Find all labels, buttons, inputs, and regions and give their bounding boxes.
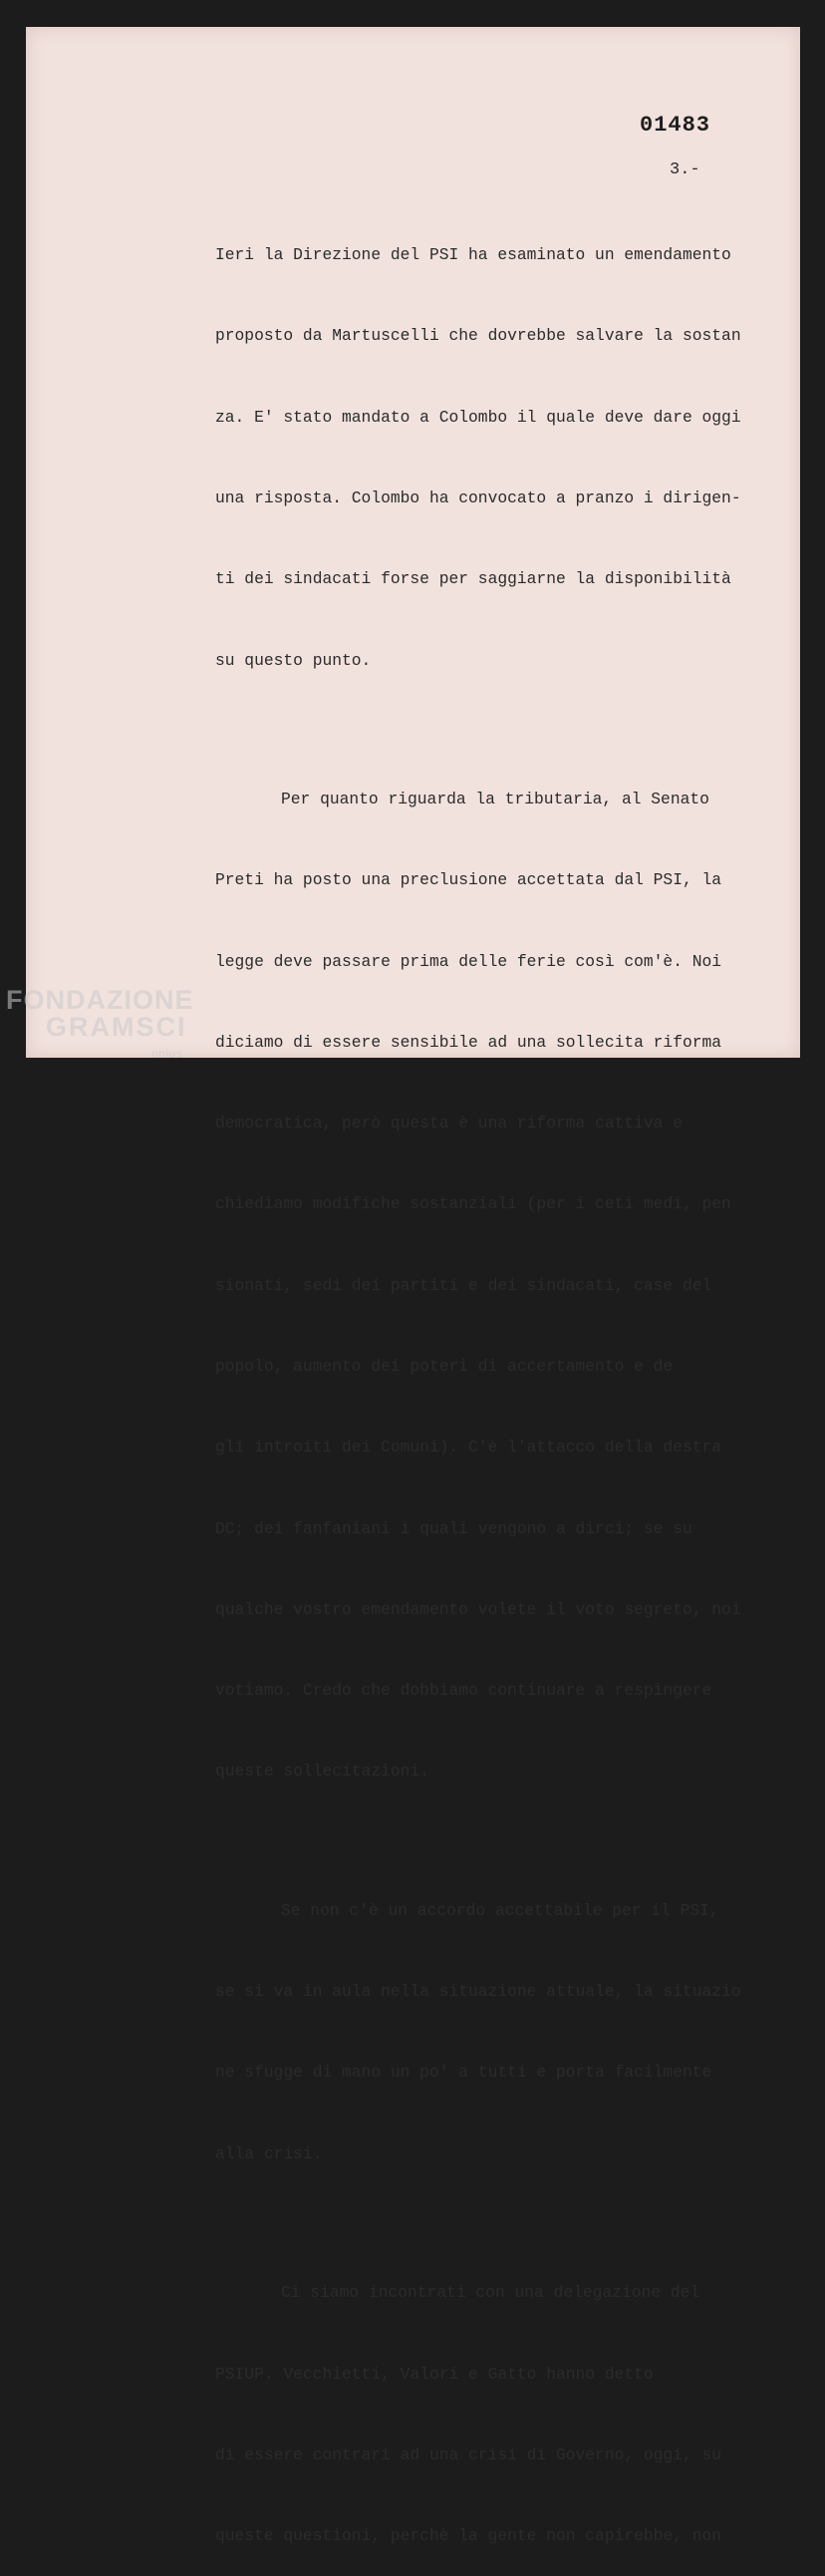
text-line: gli introiti dei Comuni). C'è l'attacco della destra <box>215 1438 722 1457</box>
text-line: popolo, aumento dei poteri di accertamento e de <box>215 1357 674 1377</box>
text-line: Preti ha posto una preclusione accettata dal PSI, la <box>215 870 722 890</box>
text-line: se si va in aula nella situazione attuale, la situazio <box>215 1982 741 2002</box>
watermark-line-1: FONDAZIONE <box>6 985 194 1015</box>
text-line: DC; dei fanfaniani i quali vengono a dirci; se su <box>215 1518 692 1538</box>
watermark-line-2: GRAMSCI <box>46 1012 187 1042</box>
text-line: proposto da Martuscelli che dovrebbe salvare la sostan <box>215 326 741 346</box>
text-line: di essere contrari ad una crisi di Governo, oggi, su <box>215 2444 722 2464</box>
document-number: 01483 <box>640 113 711 138</box>
body-text <box>215 187 741 2576</box>
text-line: votiamo. Credo che dobbiamo continuare a respingere <box>215 1681 712 1701</box>
text-line: ne sfugge di mano un po' a tutti e porta facilmente <box>215 2063 712 2083</box>
text-line: Ieri la Direzione del PSI ha esaminato un emendamento <box>215 245 731 265</box>
text-line: queste questioni, perchè la gente non capirebbe, non <box>215 2526 722 2546</box>
text-line: democratica, però questa è una riforma cattiva e <box>215 1114 683 1133</box>
text-line: Se non c'è un accordo accettabile per il PSI, <box>281 1900 719 1920</box>
text-line: Per quanto riguarda la tributaria, al Senato <box>281 790 709 809</box>
text-line: ti dei sindacati forse per saggiarne la disponibilità <box>215 569 731 589</box>
watermark-line-3: onlus <box>151 1047 183 1061</box>
fondazione-gramsci-watermark <box>6 985 194 1061</box>
text-line: legge deve passare prima delle ferie così com'è. Noi <box>215 951 722 971</box>
text-line: su questo punto. <box>215 650 372 670</box>
text-line: sionati, sedi dei partiti e dei sindacati, case del <box>215 1275 712 1295</box>
text-line: queste sollecitazioni. <box>215 1762 429 1781</box>
text-line: PSIUP. Vecchietti, Valori e Gatto hanno detto <box>215 2364 654 2384</box>
text-line: Ci siamo incontrati con una delegazione del <box>281 2283 700 2303</box>
text-line: qualche vostro emendamento volete il voto segreto, noi <box>215 1599 741 1619</box>
text-line: diciamo di essere sensibile ad una sollecita riforma <box>215 1032 722 1052</box>
text-line: una risposta. Colombo ha convocato a pranzo i dirigen- <box>215 488 741 508</box>
page-number: 3.- <box>670 161 700 179</box>
text-line: chiediamo modifiche sostanziali (per i ceti medi, pen <box>215 1194 731 1214</box>
text-line: za. E' stato mandato a Colombo il quale deve dare oggi <box>215 407 741 427</box>
text-line: alla crisi. <box>215 2143 323 2163</box>
